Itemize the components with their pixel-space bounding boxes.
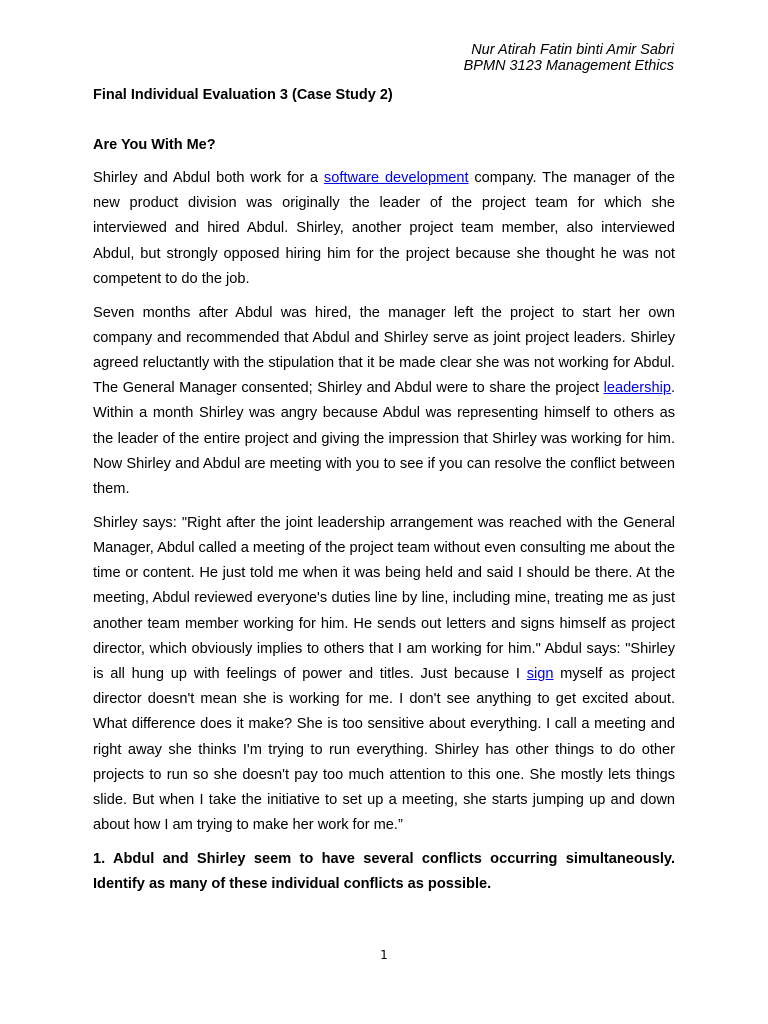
case-study-body xyxy=(93,166,675,906)
paragraph-2 xyxy=(93,301,675,503)
software-development-link[interactable]: software development xyxy=(323,170,469,186)
paragraph-2-text-a: Seven months after Abdul was hired, the manager left the project to start her own company and recommended that Abdul and Shirley serve as joint project leaders. Shirley agreed reluctantly with the stipulation that it be made clear she was not working for Abdul. The General Manager consented; Shirley and Abdul were to share the project xyxy=(93,304,675,397)
paragraph-2-text-b: . Within a month Shirley was angry because Abdul was representing himself to others as the leader of the entire project and giving the impression that Shirley was working for him. Now Shirley and Abdul are meeting with you to see if you can resolve the conflict between them. xyxy=(93,380,675,498)
leadership-link[interactable]: leadership xyxy=(603,380,671,397)
case-study-title: Are You With Me? xyxy=(93,137,216,153)
paragraph-3-text-a: Shirley says: "Right after the joint leadership arrangement was reached with the General Manager, Abdul called a meeting of the project team without even consulting me about the time or content. He just told me when it was being held and said I should be there. At the meeting, Abdul reviewed everyone's duties line by line, including mine, treating me as just another team member working for him. He sends out letters and signs himself as project director, which obviously implies to others that I am working for him." Abdul says: "Shirley is all hung up with feelings of power and titles. Just because I xyxy=(93,514,675,683)
paragraph-1-text-b: company. The manager of the new product division was originally the leader of the project team for which she interviewed and hired Abdul. Shirley, another project team member, also interviewed Abdul, but strongly opposed hiring him for the project because she thought he was not competent to do the job. xyxy=(93,170,675,287)
page-number: 1 xyxy=(380,948,388,962)
paragraph-3-text-b: myself as project director doesn't mean she is working for me. I don't see anything to get excited about. What difference does it make? She is too sensitive about everything. I call a meeting and right away she thinks I'm trying to run everything. Shirley has other things to do other projects to run so she doesn't pay too much attention to this one. She mostly lets things slide. But when I take the initiative to set up a meeting, she starts jumping up and down about how I am trying to make her work for me.” xyxy=(93,666,675,834)
document-title: Final Individual Evaluation 3 (Case Study 2) xyxy=(93,87,393,103)
paragraph-3 xyxy=(93,511,675,839)
paragraph-1-text-a: Shirley and Abdul both work for a xyxy=(93,170,324,186)
page-header xyxy=(464,42,674,74)
author-name: Nur Atirah Fatin binti Amir Sabri xyxy=(471,42,674,58)
sign-link[interactable]: sign xyxy=(526,666,554,683)
paragraph-1 xyxy=(93,166,675,292)
course-name: BPMN 3123 Management Ethics xyxy=(463,58,674,74)
question-1: 1. Abdul and Shirley seem to have several conflicts occurring simultaneously. Identify as many of these individual conflicts as possible. xyxy=(93,851,675,893)
